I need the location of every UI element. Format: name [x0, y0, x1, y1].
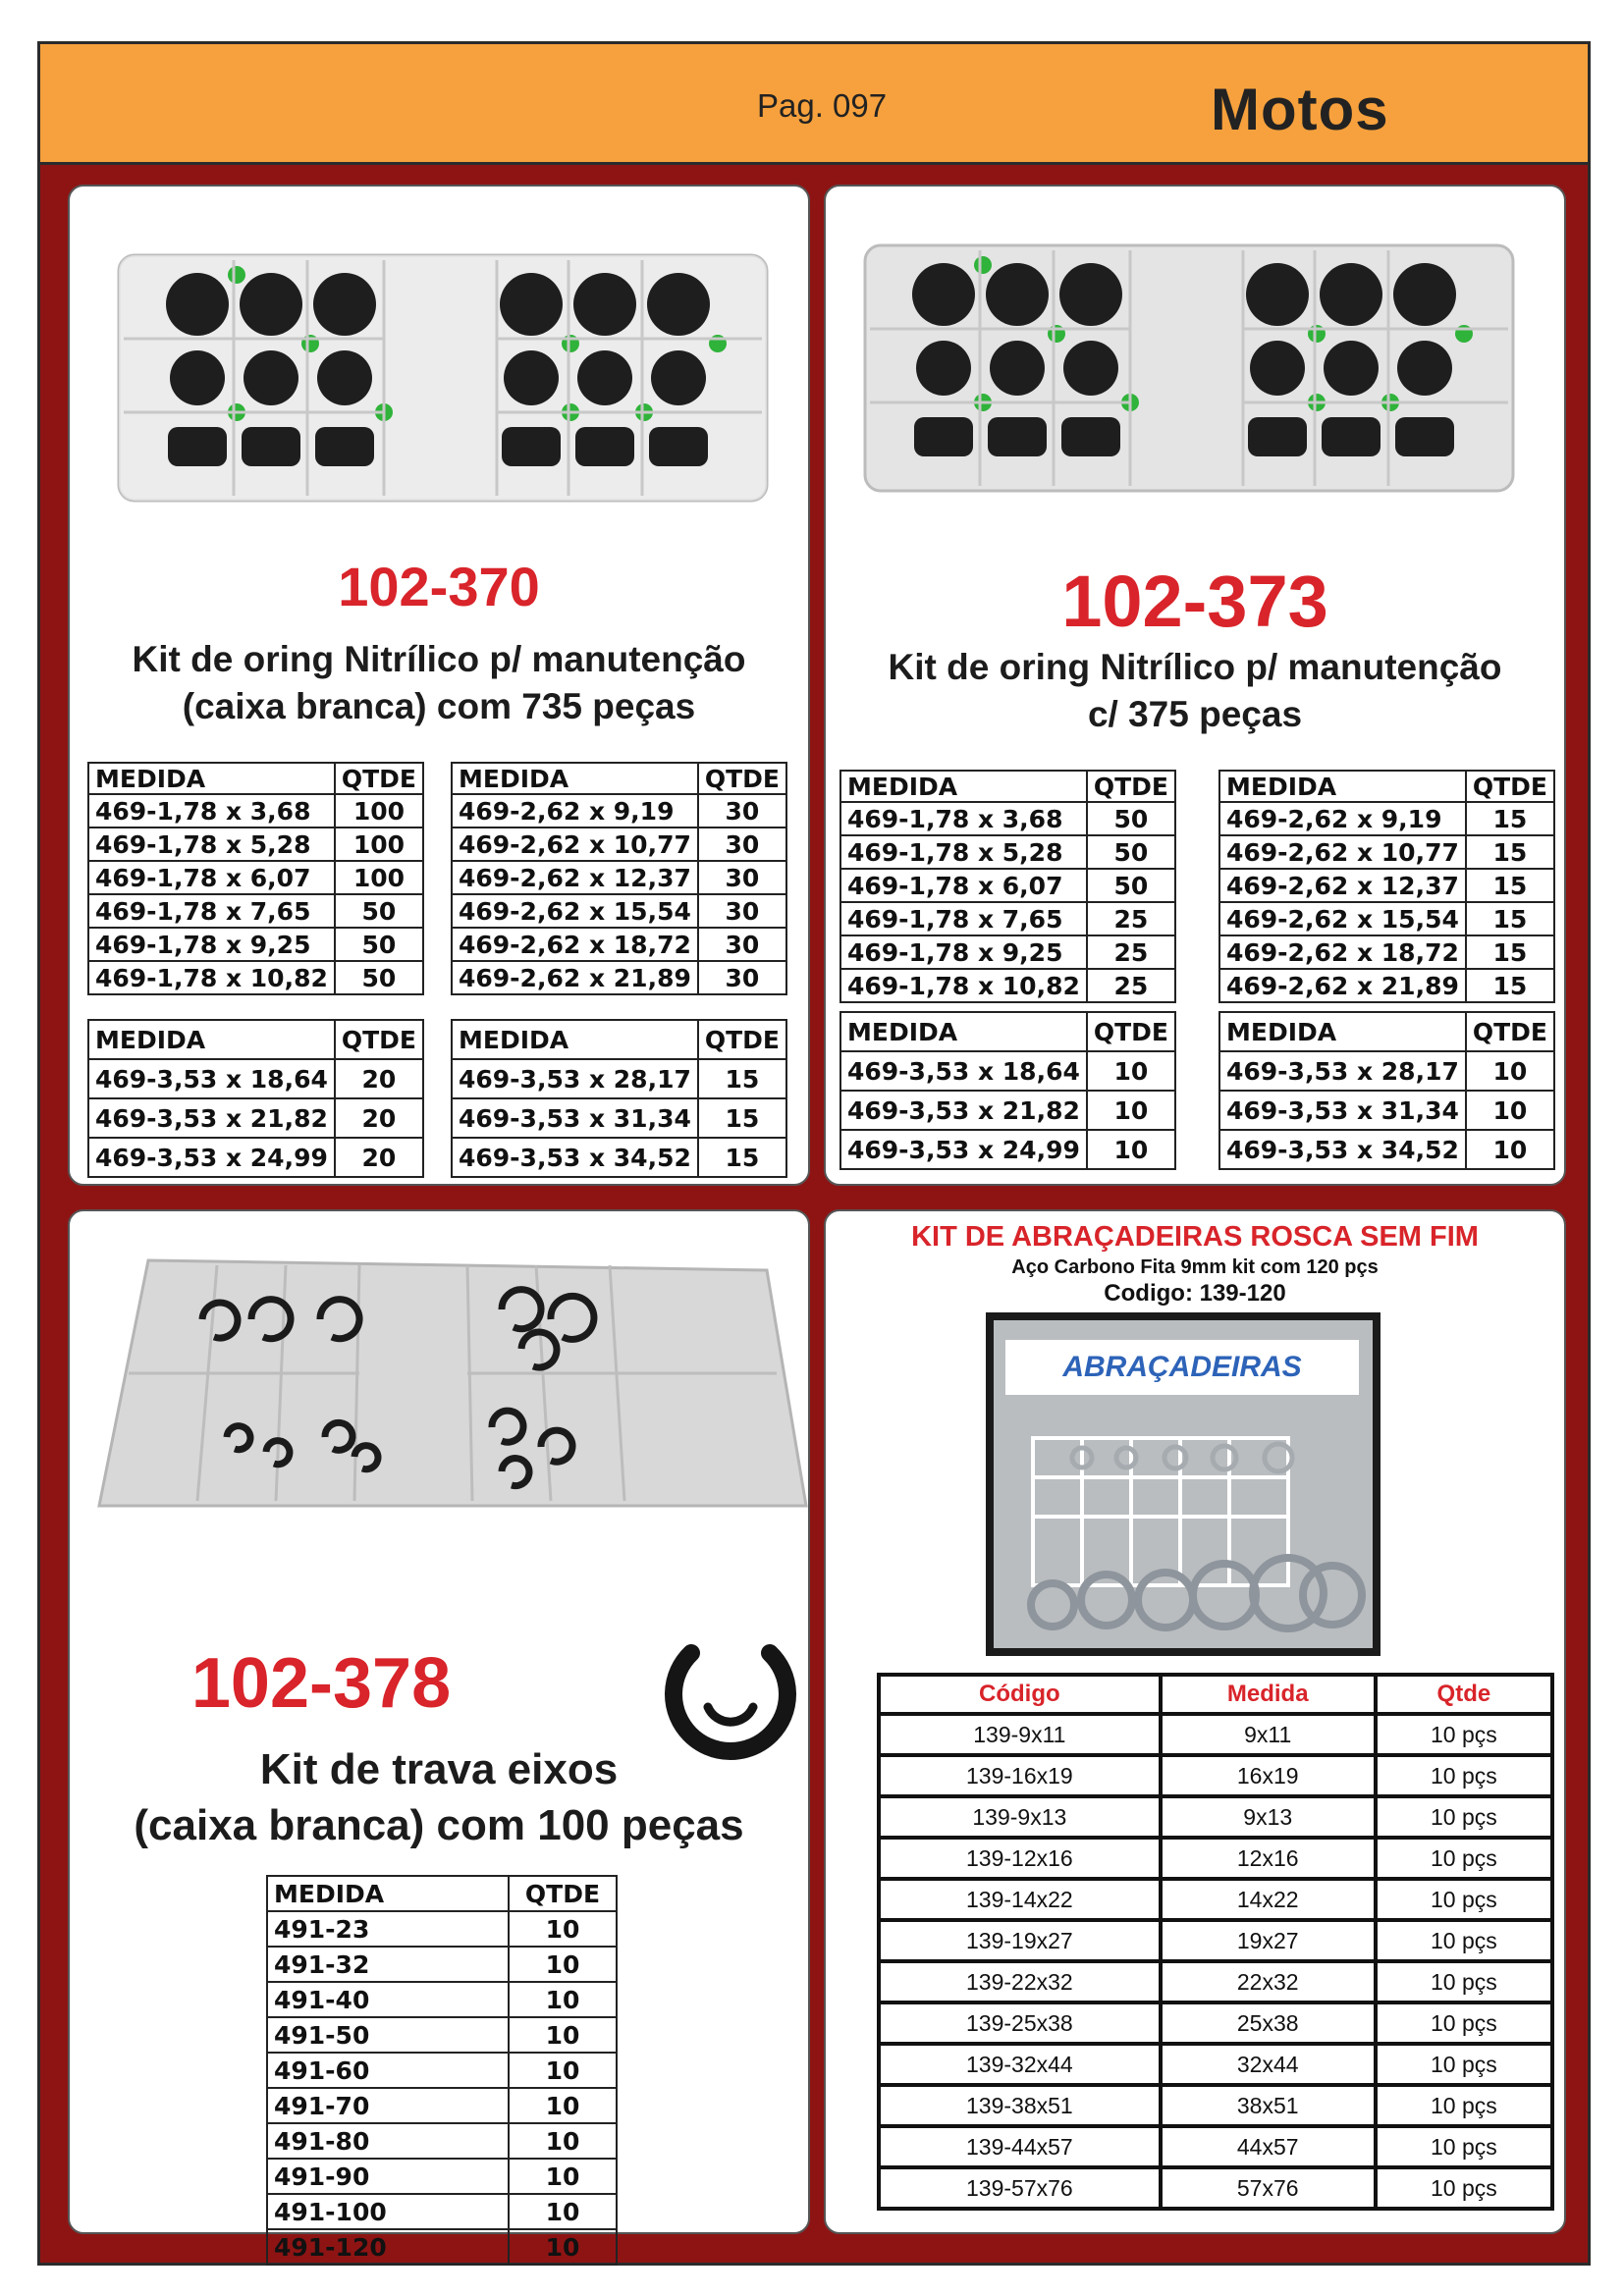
qty-cell: 15 — [1466, 969, 1554, 1002]
qty-cell: 25 — [1087, 969, 1175, 1002]
column-header: Código — [881, 1677, 1159, 1712]
qty-cell: 10 pçs — [1378, 1963, 1550, 2001]
code-cell: 139-12x16 — [881, 1840, 1159, 1877]
column-header: QTDE — [1466, 771, 1554, 802]
qty-cell: 15 — [1466, 902, 1554, 935]
size-cell: 469-3,53 x 34,52 — [1219, 1130, 1466, 1169]
qty-cell: 10 — [509, 2123, 617, 2159]
size-cell: 469-3,53 x 18,64 — [88, 1059, 335, 1098]
column-header: MEDIDA — [840, 771, 1087, 802]
size-cell: 469-2,62 x 21,89 — [452, 961, 698, 994]
qty-cell: 15 — [1466, 835, 1554, 869]
description-line: (caixa branca) com 100 peças — [134, 1801, 744, 1850]
qty-cell: 30 — [698, 961, 786, 994]
column-header: QTDE — [335, 1020, 423, 1059]
size-cell: 469-2,62 x 12,37 — [1219, 869, 1466, 902]
description-line: Kit de trava eixos — [259, 1745, 619, 1793]
size-cell: 469-1,78 x 6,07 — [88, 861, 335, 894]
qty-cell: 15 — [698, 1138, 786, 1177]
size-cell: 469-1,78 x 9,25 — [88, 928, 335, 961]
size-cell: 469-1,78 x 9,25 — [840, 935, 1087, 969]
code-cell: 139-38x51 — [881, 2087, 1159, 2124]
sizes-table — [87, 1019, 424, 1178]
size-cell: 469-2,62 x 9,19 — [1219, 802, 1466, 835]
section-title: Motos — [1211, 77, 1389, 142]
qty-cell: 10 pçs — [1378, 1716, 1550, 1753]
qty-cell: 10 — [1466, 1091, 1554, 1130]
qty-cell: 10 pçs — [1378, 1840, 1550, 1877]
clamp-sizes-table — [877, 1673, 1554, 2211]
size-cell: 491-90 — [267, 2159, 509, 2194]
qty-cell: 25 — [1087, 902, 1175, 935]
qty-cell: 10 — [509, 2194, 617, 2229]
qty-cell: 25 — [1087, 935, 1175, 969]
size-cell: 19x27 — [1163, 1922, 1374, 1959]
qty-cell: 50 — [1087, 802, 1175, 835]
code-cell: 139-57x76 — [881, 2169, 1159, 2207]
column-header: MEDIDA — [88, 763, 335, 794]
product-code: 102-378 — [190, 1644, 452, 1723]
qty-cell: 10 pçs — [1378, 2087, 1550, 2124]
product-code: 102-370 — [338, 556, 540, 617]
size-cell: 469-1,78 x 6,07 — [840, 869, 1087, 902]
qty-cell: 10 — [509, 1947, 617, 1982]
display-sign: ABRAÇADEIRAS — [1005, 1340, 1359, 1395]
qty-cell: 10 — [1466, 1051, 1554, 1091]
code-cell: 139-22x32 — [881, 1963, 1159, 2001]
oring-box-photo — [99, 216, 786, 540]
description-line: Kit de oring Nitrílico p/ manutenção — [132, 639, 746, 679]
qty-cell: 15 — [698, 1098, 786, 1138]
qty-cell: 100 — [335, 794, 423, 828]
code-cell: 139-9x11 — [881, 1716, 1159, 1753]
size-cell: 469-2,62 x 10,77 — [452, 828, 698, 861]
qty-cell: 30 — [698, 828, 786, 861]
qty-cell: 100 — [335, 861, 423, 894]
code-cell: 139-44x57 — [881, 2128, 1159, 2165]
size-cell: 12x16 — [1163, 1840, 1374, 1877]
qty-cell: 10 pçs — [1378, 1881, 1550, 1918]
card-kit-102-373 — [824, 185, 1566, 1186]
column-header: Qtde — [1378, 1677, 1550, 1712]
column-header: MEDIDA — [267, 1876, 509, 1911]
size-cell: 469-3,53 x 34,52 — [452, 1138, 698, 1177]
page-number: Pag. 097 — [757, 87, 888, 124]
size-cell: 469-2,62 x 15,54 — [452, 894, 698, 928]
size-cell: 491-80 — [267, 2123, 509, 2159]
clamp-kit-title: KIT DE ABRAÇADEIRAS ROSCA SEM FIM — [911, 1221, 1479, 1253]
card-clamp-kit — [824, 1209, 1566, 2234]
qty-cell: 10 pçs — [1378, 1798, 1550, 1836]
column-header: QTDE — [1466, 1012, 1554, 1051]
qty-cell: 50 — [1087, 869, 1175, 902]
clamp-kit-code: Codigo: 139-120 — [1104, 1280, 1286, 1307]
qty-cell: 10 — [509, 1982, 617, 2017]
column-header: QTDE — [1087, 771, 1175, 802]
card-kit-102-378 — [68, 1209, 810, 2262]
description-line: Kit de oring Nitrílico p/ manutenção — [888, 647, 1502, 687]
qty-cell: 15 — [698, 1059, 786, 1098]
qty-cell: 50 — [335, 928, 423, 961]
qty-cell: 50 — [335, 961, 423, 994]
code-cell: 139-14x22 — [881, 1881, 1159, 1918]
sizes-table — [87, 762, 424, 995]
qty-cell: 10 pçs — [1378, 2128, 1550, 2165]
size-cell: 469-2,62 x 15,54 — [1219, 902, 1466, 935]
size-cell: 469-1,78 x 7,65 — [840, 902, 1087, 935]
size-cell: 469-1,78 x 10,82 — [840, 969, 1087, 1002]
size-cell: 469-1,78 x 5,28 — [840, 835, 1087, 869]
qty-cell: 10 — [509, 2053, 617, 2088]
size-cell: 22x32 — [1163, 1963, 1374, 2001]
product-description — [70, 636, 808, 730]
qty-cell: 30 — [698, 861, 786, 894]
qty-cell: 10 pçs — [1378, 2046, 1550, 2083]
card-kit-102-370 — [68, 185, 810, 1186]
size-cell: 469-1,78 x 3,68 — [840, 802, 1087, 835]
qty-cell: 50 — [335, 894, 423, 928]
size-cell: 469-3,53 x 24,99 — [88, 1138, 335, 1177]
qty-cell: 20 — [335, 1138, 423, 1177]
qty-cell: 30 — [698, 794, 786, 828]
sizes-table — [839, 1011, 1176, 1170]
qty-cell: 30 — [698, 928, 786, 961]
size-cell: 469-1,78 x 10,82 — [88, 961, 335, 994]
qty-cell: 10 — [509, 2017, 617, 2053]
column-header: MEDIDA — [88, 1020, 335, 1059]
size-cell: 38x51 — [1163, 2087, 1374, 2124]
description-line: (caixa branca) com 735 peças — [182, 686, 696, 727]
code-cell: 139-16x19 — [881, 1757, 1159, 1794]
column-header: MEDIDA — [452, 763, 698, 794]
qty-cell: 10 — [509, 1911, 617, 1947]
qty-cell: 10 — [509, 2229, 617, 2265]
sizes-table — [451, 762, 787, 995]
code-cell: 139-19x27 — [881, 1922, 1159, 1959]
size-cell: 491-32 — [267, 1947, 509, 1982]
size-cell: 9x11 — [1163, 1716, 1374, 1753]
size-cell: 469-2,62 x 18,72 — [452, 928, 698, 961]
size-cell: 469-2,62 x 21,89 — [1219, 969, 1466, 1002]
size-cell: 32x44 — [1163, 2046, 1374, 2083]
size-cell: 25x38 — [1163, 2004, 1374, 2042]
catalog-page — [37, 41, 1591, 2266]
size-cell: 469-3,53 x 24,99 — [840, 1130, 1087, 1169]
sizes-table — [1218, 1011, 1555, 1170]
size-cell: 44x57 — [1163, 2128, 1374, 2165]
description-line: c/ 375 peças — [1087, 694, 1303, 735]
column-header: MEDIDA — [1219, 1012, 1466, 1051]
column-header: QTDE — [698, 1020, 786, 1059]
size-cell: 469-2,62 x 12,37 — [452, 861, 698, 894]
clamp-display-photo — [986, 1312, 1380, 1656]
sizes-table — [266, 1875, 618, 2266]
column-header: QTDE — [1087, 1012, 1175, 1051]
circlip-box-photo — [89, 1251, 806, 1545]
qty-cell: 15 — [1466, 802, 1554, 835]
code-cell: 139-32x44 — [881, 2046, 1159, 2083]
qty-cell: 100 — [335, 828, 423, 861]
size-cell: 491-70 — [267, 2088, 509, 2123]
qty-cell: 10 — [509, 2159, 617, 2194]
size-cell: 491-23 — [267, 1911, 509, 1947]
page-header — [40, 44, 1588, 165]
qty-cell: 10 — [509, 2088, 617, 2123]
size-cell: 491-100 — [267, 2194, 509, 2229]
size-cell: 9x13 — [1163, 1798, 1374, 1836]
size-cell: 57x76 — [1163, 2169, 1374, 2207]
size-cell: 491-120 — [267, 2229, 509, 2265]
column-header: MEDIDA — [840, 1012, 1087, 1051]
qty-cell: 10 — [1466, 1130, 1554, 1169]
size-cell: 16x19 — [1163, 1757, 1374, 1794]
size-cell: 469-1,78 x 3,68 — [88, 794, 335, 828]
product-description — [826, 644, 1564, 738]
column-header: MEDIDA — [452, 1020, 698, 1059]
size-cell: 469-3,53 x 31,34 — [452, 1098, 698, 1138]
size-cell: 469-3,53 x 31,34 — [1219, 1091, 1466, 1130]
size-cell: 469-3,53 x 21,82 — [88, 1098, 335, 1138]
column-header: QTDE — [698, 763, 786, 794]
sizes-table — [1218, 770, 1555, 1003]
oring-box-photo — [845, 206, 1533, 530]
qty-cell: 15 — [1466, 935, 1554, 969]
column-header: Medida — [1163, 1677, 1374, 1712]
qty-cell: 15 — [1466, 869, 1554, 902]
column-header: QTDE — [335, 763, 423, 794]
qty-cell: 10 pçs — [1378, 2169, 1550, 2207]
size-cell: 469-2,62 x 9,19 — [452, 794, 698, 828]
size-cell: 469-2,62 x 10,77 — [1219, 835, 1466, 869]
qty-cell: 10 — [1087, 1091, 1175, 1130]
column-header: MEDIDA — [1219, 771, 1466, 802]
code-cell: 139-25x38 — [881, 2004, 1159, 2042]
size-cell: 469-3,53 x 28,17 — [452, 1059, 698, 1098]
size-cell: 469-2,62 x 18,72 — [1219, 935, 1466, 969]
size-cell: 469-1,78 x 5,28 — [88, 828, 335, 861]
code-cell: 139-9x13 — [881, 1798, 1159, 1836]
size-cell: 14x22 — [1163, 1881, 1374, 1918]
qty-cell: 30 — [698, 894, 786, 928]
clamp-kit-subtitle: Aço Carbono Fita 9mm kit com 120 pçs — [1011, 1256, 1379, 1278]
size-cell: 469-3,53 x 28,17 — [1219, 1051, 1466, 1091]
product-code: 102-373 — [1061, 561, 1328, 642]
qty-cell: 10 — [1087, 1051, 1175, 1091]
size-cell: 469-1,78 x 7,65 — [88, 894, 335, 928]
qty-cell: 20 — [335, 1059, 423, 1098]
qty-cell: 50 — [1087, 835, 1175, 869]
column-header: QTDE — [509, 1876, 617, 1911]
size-cell: 469-3,53 x 18,64 — [840, 1051, 1087, 1091]
size-cell: 491-50 — [267, 2017, 509, 2053]
qty-cell: 10 pçs — [1378, 1757, 1550, 1794]
product-description — [70, 1741, 808, 1853]
sizes-table — [451, 1019, 787, 1178]
size-cell: 491-40 — [267, 1982, 509, 2017]
qty-cell: 10 — [1087, 1130, 1175, 1169]
qty-cell: 20 — [335, 1098, 423, 1138]
size-cell: 491-60 — [267, 2053, 509, 2088]
qty-cell: 10 pçs — [1378, 1922, 1550, 1959]
qty-cell: 10 pçs — [1378, 2004, 1550, 2042]
sizes-table — [839, 770, 1176, 1003]
size-cell: 469-3,53 x 21,82 — [840, 1091, 1087, 1130]
